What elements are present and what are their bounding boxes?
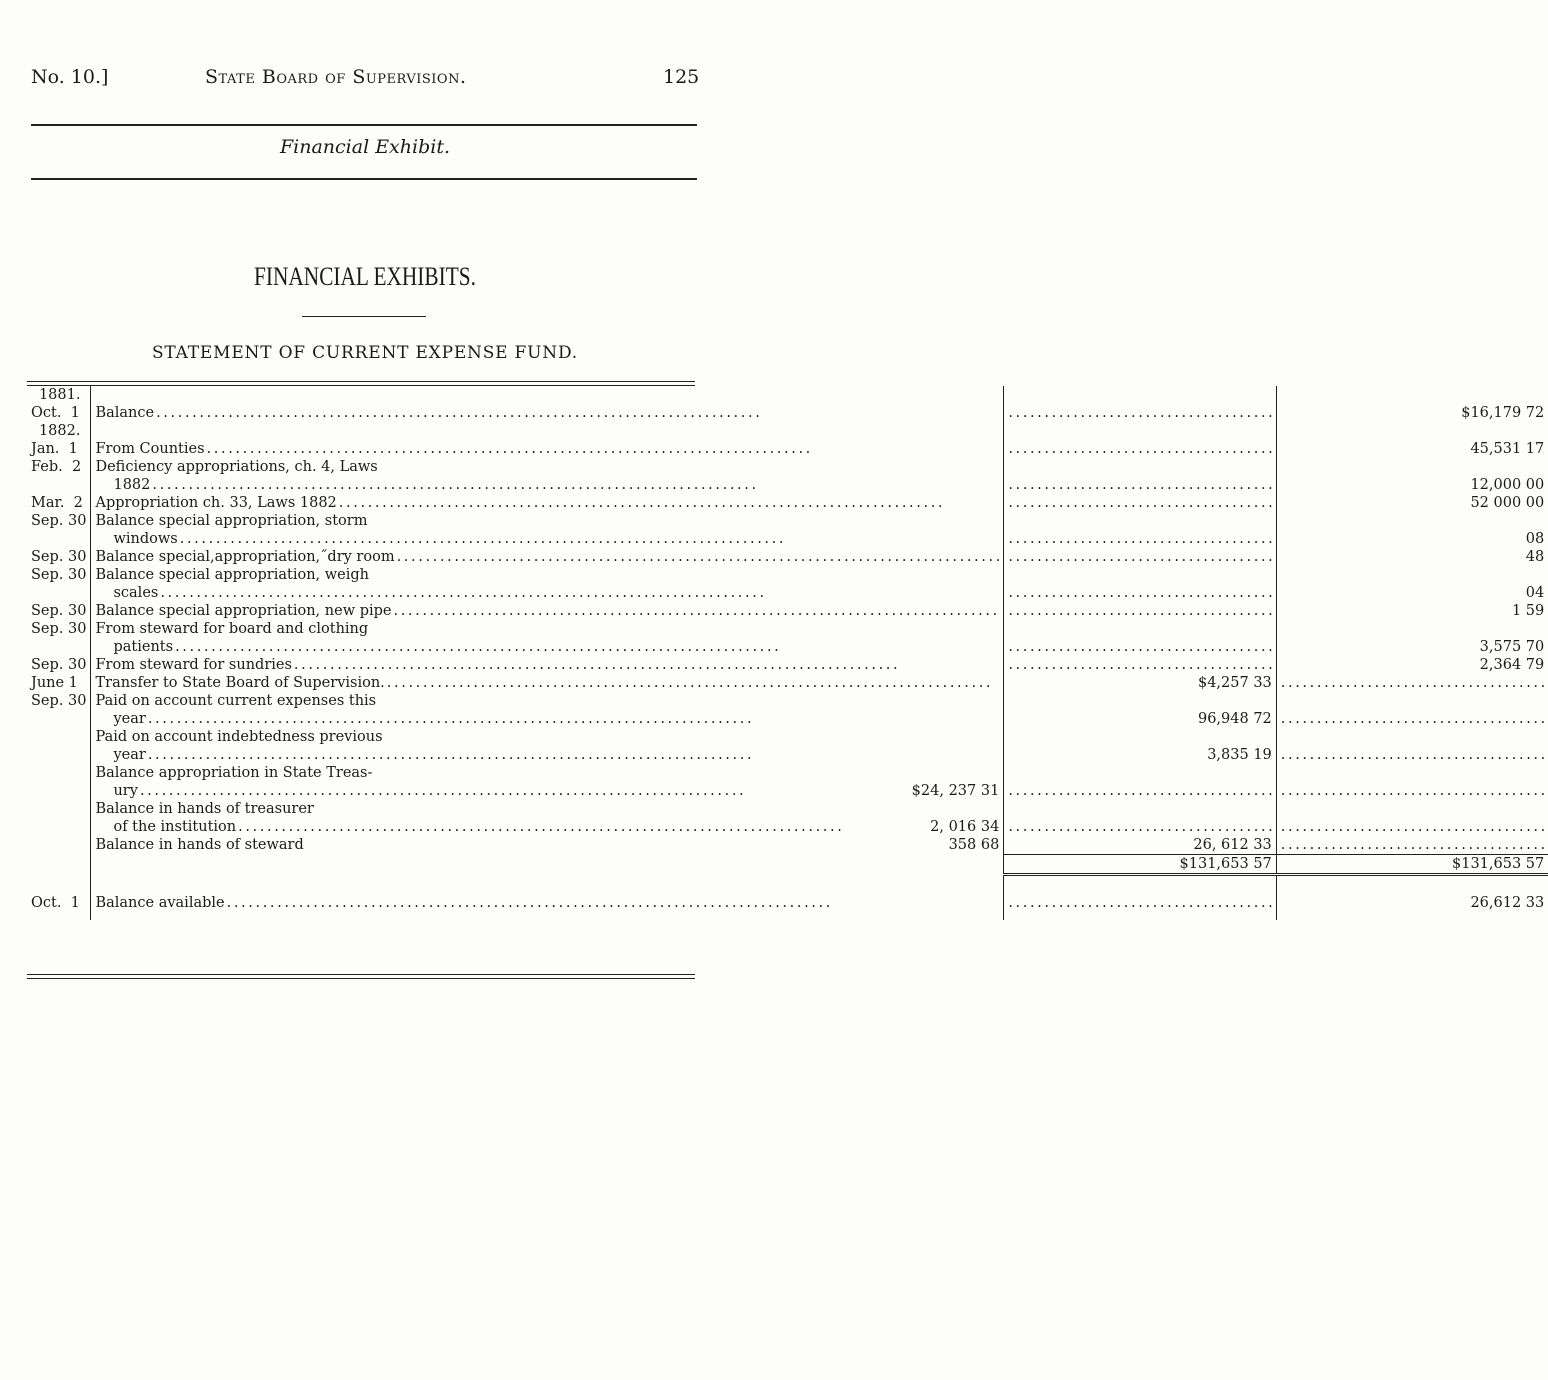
- ledger-desc-line: [95, 476, 999, 494]
- ledger-credit: [1276, 620, 1548, 656]
- ledger-desc-line: [95, 440, 999, 458]
- ledger-description: [91, 440, 1004, 458]
- ledger-row: [27, 458, 1548, 494]
- ledger-debit: [1004, 458, 1276, 494]
- ledger-leader-dots: [294, 656, 999, 674]
- ledger-desc-text: Balance special,appropriation,˝dry room: [95, 549, 395, 565]
- ledger-debit: [1004, 692, 1276, 728]
- ledger-row: [27, 656, 1548, 674]
- ledger-credit: [1276, 656, 1548, 674]
- ledger-credit-value: 45,531 17: [1470, 441, 1545, 457]
- ledger-description: [91, 548, 1004, 566]
- ledger-desc-text: ury: [113, 783, 138, 799]
- ledger-leader-dots: [1008, 894, 1271, 912]
- ledger-desc-empty: [91, 422, 1004, 440]
- ledger-desc-line: [95, 710, 999, 728]
- ledger-gap: [304, 836, 947, 854]
- ledger-leader-dots: [152, 476, 999, 494]
- ledger-desc-line: [95, 638, 999, 656]
- ledger-desc-line: [95, 764, 999, 782]
- ledger-desc-line: [95, 674, 999, 692]
- ledger-date: Oct. 1: [31, 405, 80, 421]
- ledger-debit: [1004, 884, 1276, 920]
- ledger-leader-dots: [1008, 638, 1271, 656]
- ledger-rule-bottom-2: [27, 978, 695, 979]
- ledger-leader-dots: [1008, 530, 1271, 548]
- ledger-credit-empty: [1276, 422, 1548, 440]
- ledger-leader-dots: [148, 746, 999, 764]
- ledger-leader-dots: [1008, 782, 1271, 800]
- ledger-date: Oct. 1: [31, 895, 80, 911]
- ledger-credit-value: 3,575 70: [1479, 639, 1545, 655]
- ledger-desc-text: of the institution: [113, 819, 237, 835]
- ledger-desc-text: From steward for board and clothing: [95, 621, 369, 637]
- ledger-desc-text: Transfer to State Board of Supervision.: [95, 675, 385, 691]
- ledger-year: 1882.: [38, 423, 81, 439]
- ledger-date: Sep. 30: [31, 603, 87, 619]
- ledger-desc-line: [95, 566, 999, 584]
- ledger-desc-line: [95, 894, 999, 912]
- ledger-desc-text: year: [113, 747, 146, 763]
- ledger-row: [27, 566, 1548, 602]
- ledger-desc-text: Balance: [95, 405, 155, 421]
- ledger-date: Sep. 30: [31, 513, 87, 529]
- ledger-desc-text: Balance in hands of steward: [95, 837, 304, 853]
- ledger-credit-value: $16,179 72: [1461, 405, 1545, 421]
- ledger-leader-dots: [227, 894, 1000, 912]
- ledger-date: Sep. 30: [31, 549, 87, 565]
- ledger-leader-dots: [1281, 782, 1544, 800]
- ledger-debit: [1004, 620, 1276, 656]
- ledger-description: [91, 884, 1004, 920]
- ledger-date-empty: [27, 855, 91, 875]
- ledger-description: [91, 566, 1004, 602]
- ledger-leader-dots: [397, 548, 1000, 566]
- ledger-date: Mar. 2: [31, 495, 83, 511]
- ledger-desc-text: Appropriation ch. 33, Laws 1882: [95, 495, 337, 511]
- ledger-description: [91, 674, 1004, 692]
- ledger-credit: [1276, 404, 1548, 422]
- ledger-desc-text: Balance appropriation in State Treas-: [95, 765, 373, 781]
- ledger-desc-line: [95, 404, 999, 422]
- header-left: No. 10.]: [31, 66, 109, 88]
- ledger-date: Sep. 30: [31, 693, 87, 709]
- ledger-debit: [1004, 566, 1276, 602]
- ledger-credit: [1276, 440, 1548, 458]
- ledger-date: [27, 836, 91, 855]
- ledger-desc-text: From Counties: [95, 441, 205, 457]
- ledger-leader-dots: [1008, 602, 1271, 620]
- ledger-desc-empty: [91, 855, 1004, 875]
- ledger-credit: [1276, 548, 1548, 566]
- ledger-spacer-cell: [1004, 875, 1276, 885]
- ledger-leader-dots: [238, 818, 928, 836]
- ledger-debit: [1004, 494, 1276, 512]
- ledger-debit: [1004, 836, 1276, 855]
- ledger-leader-dots: [1008, 548, 1271, 566]
- ledger-leader-dots: [1281, 710, 1544, 728]
- ledger-desc-line: [95, 782, 999, 800]
- ledger-row: [27, 404, 1548, 422]
- ledger-debit: [1004, 764, 1276, 800]
- ledger-debit-value: 96,948 72: [1197, 711, 1272, 727]
- ledger-leader-dots: [1008, 476, 1271, 494]
- ledger-leader-dots: [160, 584, 999, 602]
- ledger-credit: [1276, 674, 1548, 692]
- ledger-debit: [1004, 602, 1276, 620]
- ledger-date: Sep. 30: [31, 621, 87, 637]
- ledger-credit: [1276, 836, 1548, 855]
- ledger-desc-text: Deficiency appropriations, ch. 4, Laws: [95, 459, 378, 475]
- ledger-description: [91, 404, 1004, 422]
- ledger-description: [91, 512, 1004, 548]
- ledger-description: [91, 458, 1004, 494]
- ledger-description: [91, 692, 1004, 728]
- ledger-date: Sep. 30: [31, 657, 87, 673]
- ledger-row: [27, 512, 1548, 548]
- ledger-date: [27, 728, 91, 764]
- ledger-credit: [1276, 458, 1548, 494]
- ledger-credit-value: 08: [1525, 531, 1545, 547]
- ledger-description: [91, 764, 1004, 800]
- ledger-desc-line: [95, 602, 999, 620]
- ledger-row: [27, 728, 1548, 764]
- ledger-leader-dots: [1281, 818, 1544, 836]
- ledger-credit: [1276, 764, 1548, 800]
- ledger-spacer: [27, 875, 1548, 885]
- ledger-leader-dots: [1008, 494, 1271, 512]
- ledger-leader-dots: [1281, 836, 1544, 854]
- ledger-desc-line: [95, 512, 999, 530]
- ledger-leader-dots: [1281, 674, 1544, 692]
- ledger-desc-line: [95, 656, 999, 674]
- ledger-row: [27, 764, 1548, 800]
- ledger-year-row: [27, 422, 1548, 440]
- ledger-leader-dots: [1008, 440, 1271, 458]
- ledger-leader-dots: [387, 674, 1000, 692]
- ledger-leader-dots: [1281, 746, 1544, 764]
- header-center: State Board of Supervision.: [205, 66, 467, 88]
- ledger-row: [27, 602, 1548, 620]
- ledger-leader-dots: [140, 782, 910, 800]
- title-rule: [302, 316, 426, 317]
- ledger-total-credit: $131,653 57: [1276, 855, 1548, 875]
- ledger-credit: [1276, 692, 1548, 728]
- ledger-desc-line: [95, 548, 999, 566]
- ledger-row: [27, 800, 1548, 836]
- ledger-spacer-cell: [1276, 875, 1548, 885]
- ledger-desc-text: Balance available: [95, 895, 225, 911]
- ledger-desc-line: [95, 458, 999, 476]
- ledger-year-row: [27, 386, 1548, 404]
- ledger-desc-text: scales: [113, 585, 159, 601]
- ledger-desc-text: year: [113, 711, 146, 727]
- ledger-year: 1881.: [38, 387, 81, 403]
- ledger-rule-bottom-1: [27, 974, 695, 975]
- ledger-debit: [1004, 548, 1276, 566]
- header-rule-bottom: [31, 178, 697, 180]
- ledger-credit-value: 52 000 00: [1470, 495, 1545, 511]
- ledger-row: [27, 836, 1548, 855]
- page-title: FINANCIAL EXHIBITS.: [254, 262, 476, 291]
- ledger-inner-amount: 2, 016 34: [930, 819, 1000, 835]
- ledger-desc-text: windows: [113, 531, 178, 547]
- ledger-date: [27, 764, 91, 800]
- ledger-row: [27, 548, 1548, 566]
- ledger-credit: [1276, 800, 1548, 836]
- ledger-credit: 26,612 33: [1470, 895, 1545, 911]
- ledger-date: June 1: [31, 675, 78, 691]
- ledger-credit: [1276, 602, 1548, 620]
- ledger-credit: [1276, 494, 1548, 512]
- ledger-description: [91, 602, 1004, 620]
- ledger-desc-line: [95, 746, 999, 764]
- ledger-credit-value: 48: [1525, 549, 1545, 565]
- ledger-row: [27, 494, 1548, 512]
- ledger-desc-text: Paid on account indebtedness previous: [95, 729, 383, 745]
- ledger-row: [27, 674, 1548, 692]
- ledger-description: [91, 620, 1004, 656]
- ledger-desc-text: Balance special appropriation, storm: [95, 513, 368, 529]
- ledger-debit-value: 3,835 19: [1207, 747, 1272, 763]
- ledger-credit-value: 04: [1525, 585, 1545, 601]
- ledger-date: Jan. 1: [31, 441, 78, 457]
- ledger-desc-text: patients: [113, 639, 174, 655]
- ledger-spacer-cell: [27, 875, 91, 885]
- ledger-desc-text: Balance in hands of treasurer: [95, 801, 314, 817]
- ledger-debit-empty: [1004, 386, 1276, 404]
- ledger-row: [27, 440, 1548, 458]
- ledger-row: [27, 692, 1548, 728]
- ledger-debit-value: 26, 612 33: [1193, 837, 1272, 853]
- ledger-leader-dots: [1008, 818, 1271, 836]
- ledger-desc-text: 1882: [113, 477, 151, 493]
- ledger-description: [91, 728, 1004, 764]
- statement-title: STATEMENT OF CURRENT EXPENSE FUND.: [151, 343, 578, 363]
- ledger-row: [27, 620, 1548, 656]
- ledger-totals-row: [27, 855, 1548, 875]
- header-rule-top: [31, 124, 697, 126]
- ledger-desc-line: [95, 692, 999, 710]
- ledger-credit-empty: [1276, 386, 1548, 404]
- ledger-desc-text: Balance special appropriation, weigh: [95, 567, 370, 583]
- ledger-description: [91, 800, 1004, 836]
- ledger-spacer-cell: [91, 875, 1004, 885]
- ledger-debit-empty: [1004, 422, 1276, 440]
- ledger-desc-text: Balance special appropriation, new pipe: [95, 603, 392, 619]
- ledger-desc-line: [95, 818, 999, 836]
- ledger-leader-dots: [175, 638, 999, 656]
- ledger-debit-value: $4,257 33: [1197, 675, 1272, 691]
- ledger-desc-line: [95, 584, 999, 602]
- ledger-debit: [1004, 800, 1276, 836]
- ledger-credit-value: 2,364 79: [1479, 657, 1545, 673]
- ledger-desc-text: Paid on account current expenses this: [95, 693, 377, 709]
- ledger-inner-amount: 358 68: [948, 837, 1000, 853]
- ledger-total-debit: $131,653 57: [1004, 855, 1276, 875]
- ledger-date: Feb. 2: [31, 459, 82, 475]
- ledger-desc-empty: [91, 386, 1004, 404]
- ledger-debit: [1004, 674, 1276, 692]
- ledger-debit: [1004, 512, 1276, 548]
- ledger-date: [27, 800, 91, 836]
- ledger-desc-line: [95, 800, 999, 818]
- ledger-debit: [1004, 404, 1276, 422]
- header-subtitle: Financial Exhibit.: [279, 136, 451, 158]
- ledger-rule-top-1: [27, 381, 695, 382]
- ledger-leader-dots: [1008, 656, 1271, 674]
- ledger-desc-line: [95, 728, 999, 746]
- ledger-date: Sep. 30: [31, 567, 87, 583]
- ledger-table: [27, 386, 1548, 920]
- ledger-credit: [1276, 512, 1548, 548]
- ledger-desc-line: [95, 494, 999, 512]
- ledger-inner-amount: $24, 237 31: [911, 783, 1000, 799]
- page-number: 125: [663, 66, 700, 88]
- ledger-desc-line: [95, 620, 999, 638]
- ledger-leader-dots: [180, 530, 1000, 548]
- ledger-credit-value: 12,000 00: [1470, 477, 1545, 493]
- ledger-credit: [1276, 566, 1548, 602]
- ledger-credit-value: 1 59: [1511, 603, 1545, 619]
- ledger-leader-dots: [1008, 404, 1271, 422]
- ledger-description: [91, 494, 1004, 512]
- ledger-desc-line: [95, 836, 999, 854]
- ledger-credit: [1276, 728, 1548, 764]
- ledger-leader-dots: [148, 710, 999, 728]
- ledger-leader-dots: [1008, 584, 1271, 602]
- ledger-leader-dots: [394, 602, 1000, 620]
- ledger-desc-text: From steward for sundries: [95, 657, 292, 673]
- ledger-leader-dots: [339, 494, 1000, 512]
- ledger-final-row: [27, 884, 1548, 920]
- ledger-debit: [1004, 728, 1276, 764]
- ledger-debit: [1004, 440, 1276, 458]
- ledger-description: [91, 656, 1004, 674]
- ledger-desc-line: [95, 530, 999, 548]
- ledger-debit: [1004, 656, 1276, 674]
- ledger-leader-dots: [207, 440, 1000, 458]
- ledger-leader-dots: [156, 404, 999, 422]
- ledger-description: [91, 836, 1004, 855]
